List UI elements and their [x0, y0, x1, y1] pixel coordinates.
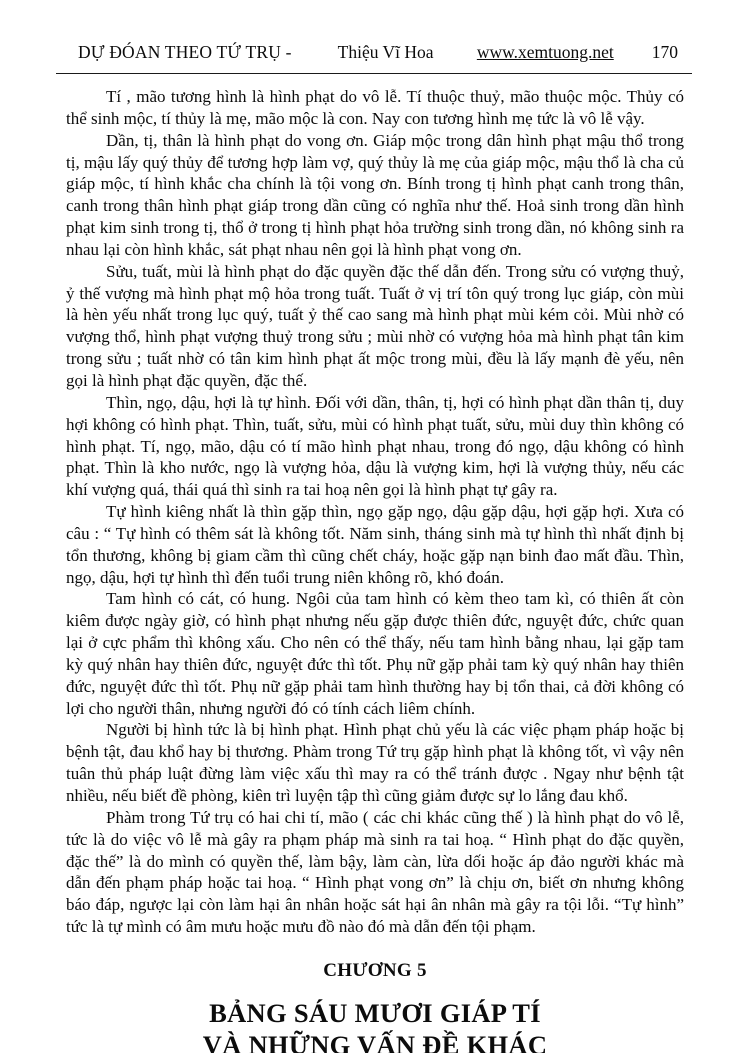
- chapter-label: CHƯƠNG 5: [323, 959, 427, 981]
- paragraph: Tự hình kiêng nhất là thìn gặp thìn, ngọ gặp ngọ, dậu gặp dậu, hợi gặp hợi. Xưa có câu : “ Tự hình có thêm sát là không tốt. Năm sinh, tháng sinh mà tự hình thì nhất định bị tổn thương, không bị giam cầm thì cũng chết cháy, hoặc gặp nạn binh đao mất đầu. Thìn, ngọ, dậu, hợi tự hình thì đến tuổi trung niên không rõ, khó đoán.: [66, 502, 684, 587]
- chapter-title: [66, 998, 684, 1053]
- paragraph: Sửu, tuất, mùi là hình phạt do đặc quyền đặc thế dẫn đến. Trong sửu có vượng thuỷ, ỷ thế vượng mà hình phạt mộ hỏa trong tuất. Tuất ở vị trí tôn quý trong lục giáp, còn mùi là hèn yếu nhất trong lục quý, tuất ỷ thế cao sang mà hình phạt mùi kém cỏi. Mùi nhờ có vượng thổ, hình phạt vượng thuỷ trong sửu ; mùi nhờ có vượng hỏa mà hình phạt tân kim trong sửu ; tuất nhờ có tân kim hình phạt ất mộc trong mùi, đều là lấy mạnh đè yếu, nên gọi là hình phạt đặc quyền, đặc thế.: [66, 261, 684, 390]
- header-divider: [56, 73, 692, 74]
- paragraph: Thìn, ngọ, dậu, hợi là tự hình. Đối với dần, thân, tị, hợi có hình phạt dần thân tị, duy hợi không có hình phạt. Thìn, tuất, sửu, mùi có hình phạt tuất, sửu, mùi duy thìn không có hình phạt. Tí, ngọ, mão, dậu có tí mão hình phạt nhau, trong đó ngọ, dậu không có hình phạt. Thìn là kho nước, ngọ là vượng hỏa, dậu là vượng kim, hợi là vượng thủy, nếu các khí vượng quá, thái quá thì sinh ra tai hoạ nên gọi là hình phạt tự gây ra.: [66, 392, 684, 500]
- chapter-title-line1: BẢNG SÁU MƯƠI GIÁP TÍ: [209, 997, 541, 1028]
- author-name: Thiệu Vĩ Hoa: [337, 42, 434, 62]
- body-text: [66, 86, 684, 938]
- page-header: [66, 42, 684, 63]
- paragraph: Dần, tị, thân là hình phạt do vong ơn. Giáp mộc trong dân hình phạt mậu thổ trong tị, mậu lấy quý thủy để tương hợp làm vợ, quý thủy là mẹ của giáp mộc, mậu thổ là cha củ giáp mộc, tí hình khắc cha chính là tội vong ơn. Bính trong tị hình phạt canh trong thân, canh trong thân hình phạt giáp trong dần cũng có nghĩa như thế. Hoả sinh trong dần hình phạt kim sinh trong tị, thổ ở trong tị hình phạt hỏa trường sinh trong dần, nó không sinh ra nhau lại còn hình khắc, sát phạt nhau nên gọi là hình phạt vong ơn.: [66, 130, 684, 259]
- book-title: DỰ ĐÓAN THEO TỨ TRỤ -: [78, 42, 292, 62]
- paragraph: Phàm trong Tứ trụ có hai chi tí, mão ( các chi khác cũng thế ) là hình phạt do vô lễ, tức là do việc vô lễ mà gây ra phạm pháp mà sinh ra tai hoạ. “ Hình phạt do đặc quyền, đặc thế” là do mình có quyền thế, làm bậy, làm càn, lừa dối hoặc áp đảo người khác mà dẫn đến phạm pháp hoặc tai hoạ. “ Hình phạt vong ơn” là chịu ơn, biết ơn nhưng không báo đáp, ngược lại còn làm hại ân nhân hoặc sát hại ân nhân mà gây ra tội lỗi. “Tự hình” tức là tự mình có âm mưu hoặc mưu đồ nào đó mà dẫn đến tội phạm.: [66, 807, 684, 937]
- paragraph: Tam hình có cát, có hung. Ngôi của tam hình có kèm theo tam kì, có thiên ất còn kiêm được ngày giờ, có hình phạt nhưng nếu gặp được thiên đức, nguyệt đức, chức quan lại ở cực phẩm thì không xấu. Cho nên có thể thấy, nếu tam hình bằng nhau, lại gặp tam kỳ quý nhân hay thiên đức, nguyệt đức thì tốt. Phụ nữ gặp phải tam kỳ quý nhân hay thiên đức, nguyệt đức thì tốt. Phụ nữ gặp phải tam hình thường hay bị tổn thai, cả đời không có lợi cho người thân, nhưng người đó có tính cách liêm chính.: [66, 589, 684, 718]
- chapter-heading: [66, 960, 684, 1053]
- chapter-title-line2: VÀ NHỮNG VẤN ĐỀ KHÁC: [202, 1029, 548, 1053]
- paragraph: Người bị hình tức là bị hình phạt. Hình phạt chủ yếu là các việc phạm pháp hoặc bị bệnh tật, đau khổ hay bị thương. Phàm trong Tứ trụ gặp hình phạt là không tốt, vì vậy nên tuân thủ pháp luật đừng làm việc xấu thì may ra có thể tránh được . Ngay như bệnh tật nhiều, nếu biết đề phòng, kiên trì luyện tập thì cũng giảm được sự lo lắng đau khổ.: [66, 720, 684, 805]
- website-link[interactable]: www.xemtuong.net: [476, 42, 614, 62]
- page-number: 170: [651, 42, 678, 62]
- paragraph: Tí , mão tương hình là hình phạt do vô lễ. Tí thuộc thuỷ, mão thuộc mộc. Thủy có thể sinh mộc, tí thủy là mẹ, mão mộc là con. Nay con tương hình mẹ tức là vô lễ vậy.: [66, 87, 684, 128]
